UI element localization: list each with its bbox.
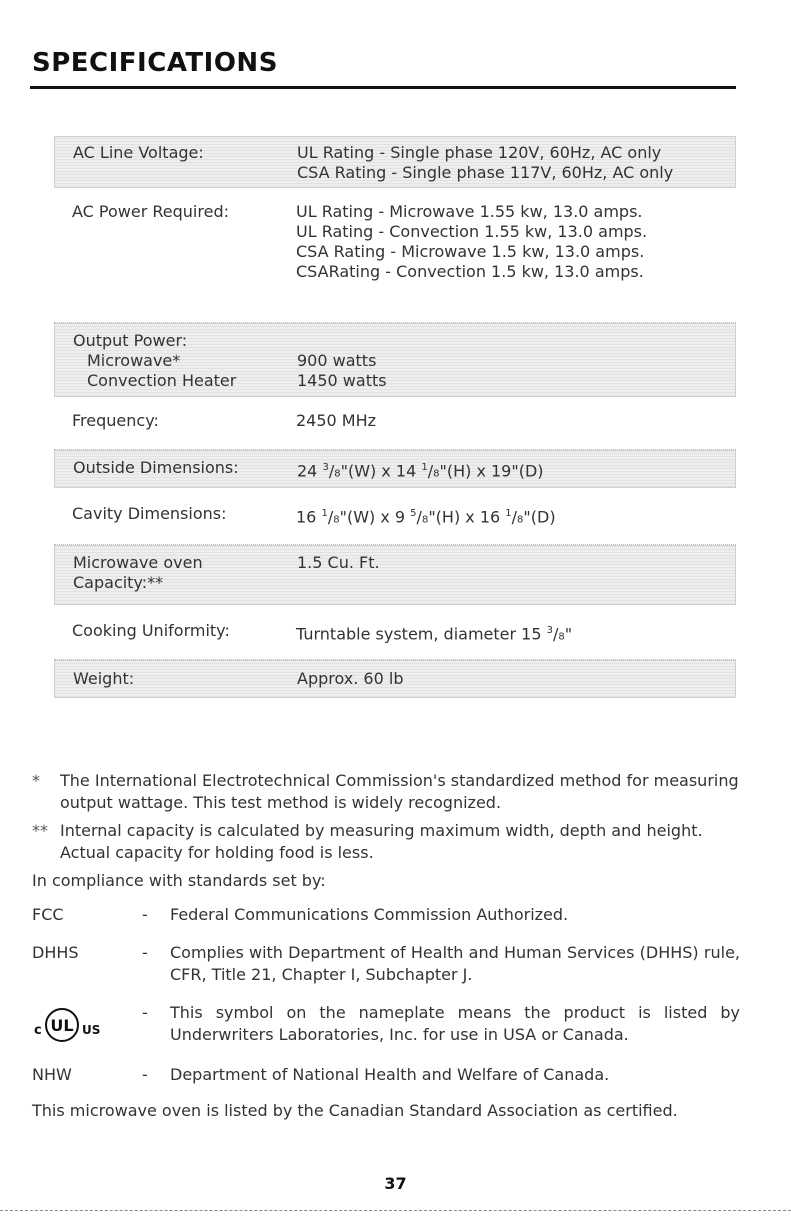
- spec-label-cooking-uniformity: Cooking Uniformity:: [72, 621, 230, 640]
- spec-value-csa-voltage: CSA Rating - Single phase 117V, 60Hz, AC only: [297, 163, 674, 182]
- title-divider: [30, 86, 736, 89]
- spec-row-output-power: [54, 323, 736, 397]
- compliance-dhhs: DHHS - Complies with Department of Health and Human Services (DHHS) rule, CFR, Title 21, Chapter I, Subchapter J.: [32, 943, 740, 984]
- spec-value-ul-microwave: UL Rating - Microwave 1.55 kw, 13.0 amps.: [296, 202, 643, 221]
- spec-value-csa-convection: CSARating - Convection 1.5 kw, 13.0 amps.: [296, 262, 644, 281]
- page-title: SPECIFICATIONS: [32, 48, 278, 78]
- spec-row-capacity: [54, 545, 736, 605]
- compliance-fcc: FCC - Federal Communications Commission Authorized.: [32, 904, 740, 926]
- spec-label-weight: Weight:: [73, 669, 135, 688]
- csa-certification-note: This microwave oven is listed by the Canadian Standard Association as certified.: [32, 1101, 678, 1120]
- compliance-abbr: NHW: [32, 1065, 72, 1084]
- spec-value-ul-convection: UL Rating - Convection 1.55 kw, 13.0 amps.: [296, 222, 648, 241]
- compliance-nhw: NHW - Department of National Health and Welfare of Canada.: [32, 1064, 740, 1086]
- spec-label-cavity-dimensions: Cavity Dimensions:: [72, 504, 227, 523]
- spec-value-microwave-watts: 900 watts: [297, 351, 377, 370]
- spec-row-cooking-uniformity: [54, 605, 736, 660]
- spec-value-outside-dimensions: 24 $^3$/8"(W) x 14 $^1$/8"(H) x 19"(D): [297, 461, 544, 481]
- footnote-text: Internal capacity is calculated by measuring maximum width, depth and height. Actual capacity for holding food is less.: [60, 821, 703, 862]
- footnote-text: The International Electrotechnical Commission's standardized method for measuring output wattage. This test method is widely recognized.: [60, 771, 739, 812]
- compliance-abbr: FCC: [32, 905, 64, 924]
- compliance-intro: In compliance with standards set by:: [32, 871, 326, 890]
- compliance-abbr: DHHS: [32, 943, 79, 962]
- svg-text:UL: UL: [50, 1016, 74, 1035]
- spec-row-cavity-dimensions: [54, 488, 736, 545]
- spec-label-frequency: Frequency:: [72, 411, 159, 430]
- footnote-mark: *: [32, 771, 40, 790]
- compliance-text: This symbol on the nameplate means the product is listed by Underwriters Laboratories, Inc. for use in USA or Canada.: [170, 1003, 740, 1044]
- bottom-edge-divider: [0, 1210, 791, 1212]
- spec-label-outside-dimensions: Outside Dimensions:: [73, 458, 239, 477]
- compliance-text: Department of National Health and Welfare of Canada.: [170, 1065, 610, 1084]
- spec-label-capacity: Capacity:**: [73, 573, 164, 592]
- ul-listed-logo-icon: [32, 1004, 128, 1044]
- page-number: 37: [384, 1174, 407, 1193]
- spec-value-cooking-uniformity: Turntable system, diameter 15 $^3$/8": [296, 624, 573, 644]
- compliance-ul: c UL US - This symbol on the nameplate means the product is listed by Underwriters Laboratories, Inc. for use in USA or Canada.: [34, 1003, 740, 1044]
- spec-row-outside-dimensions: [54, 450, 736, 488]
- compliance-text: Complies with Department of Health and Human Services (DHHS) rule, CFR, Title 21, Chapter I, Subchapter J.: [170, 943, 740, 984]
- spec-value-frequency: 2450 MHz: [296, 411, 377, 430]
- footnote-output-power: [32, 770, 740, 814]
- spec-label-microwave-oven: Microwave oven: [73, 553, 203, 572]
- spec-value-output-blank: [297, 331, 387, 351]
- spec-value-cavity-dimensions: 16 $^1$/8"(W) x 9 $^5$/8"(H) x 16 $^1$/8"(D): [296, 507, 556, 527]
- svg-text:US: US: [82, 1023, 101, 1037]
- spec-value-ul-voltage: UL Rating - Single phase 120V, 60Hz, AC only: [297, 143, 662, 162]
- spec-label-convection-heater: Convection Heater: [87, 371, 237, 390]
- spec-label-microwave: Microwave*: [87, 351, 181, 370]
- footnote-mark: **: [32, 821, 48, 840]
- spec-value-csa-microwave: CSA Rating - Microwave 1.5 kw, 13.0 amps.: [296, 242, 645, 261]
- spec-row-ac-power: [54, 188, 736, 323]
- footnotes-section: [32, 770, 740, 1122]
- specifications-table: [54, 136, 736, 698]
- svg-text:c: c: [34, 1023, 42, 1038]
- spec-row-weight: [54, 660, 736, 698]
- spec-value-capacity: 1.5 Cu. Ft.: [297, 553, 380, 572]
- spec-row-frequency: [54, 397, 736, 450]
- spec-value-weight: Approx. 60 lb: [297, 669, 404, 688]
- spec-label-output-power: Output Power:: [73, 331, 188, 350]
- spec-label-ac-line-voltage: AC Line Voltage:: [73, 143, 204, 162]
- compliance-text: Federal Communications Commission Authorized.: [170, 905, 569, 924]
- footnote-capacity: [32, 820, 740, 864]
- spec-value-convection-watts: 1450 watts: [297, 371, 387, 390]
- spec-row-ac-line-voltage: [54, 136, 736, 188]
- spec-label-ac-power: AC Power Required:: [72, 202, 229, 221]
